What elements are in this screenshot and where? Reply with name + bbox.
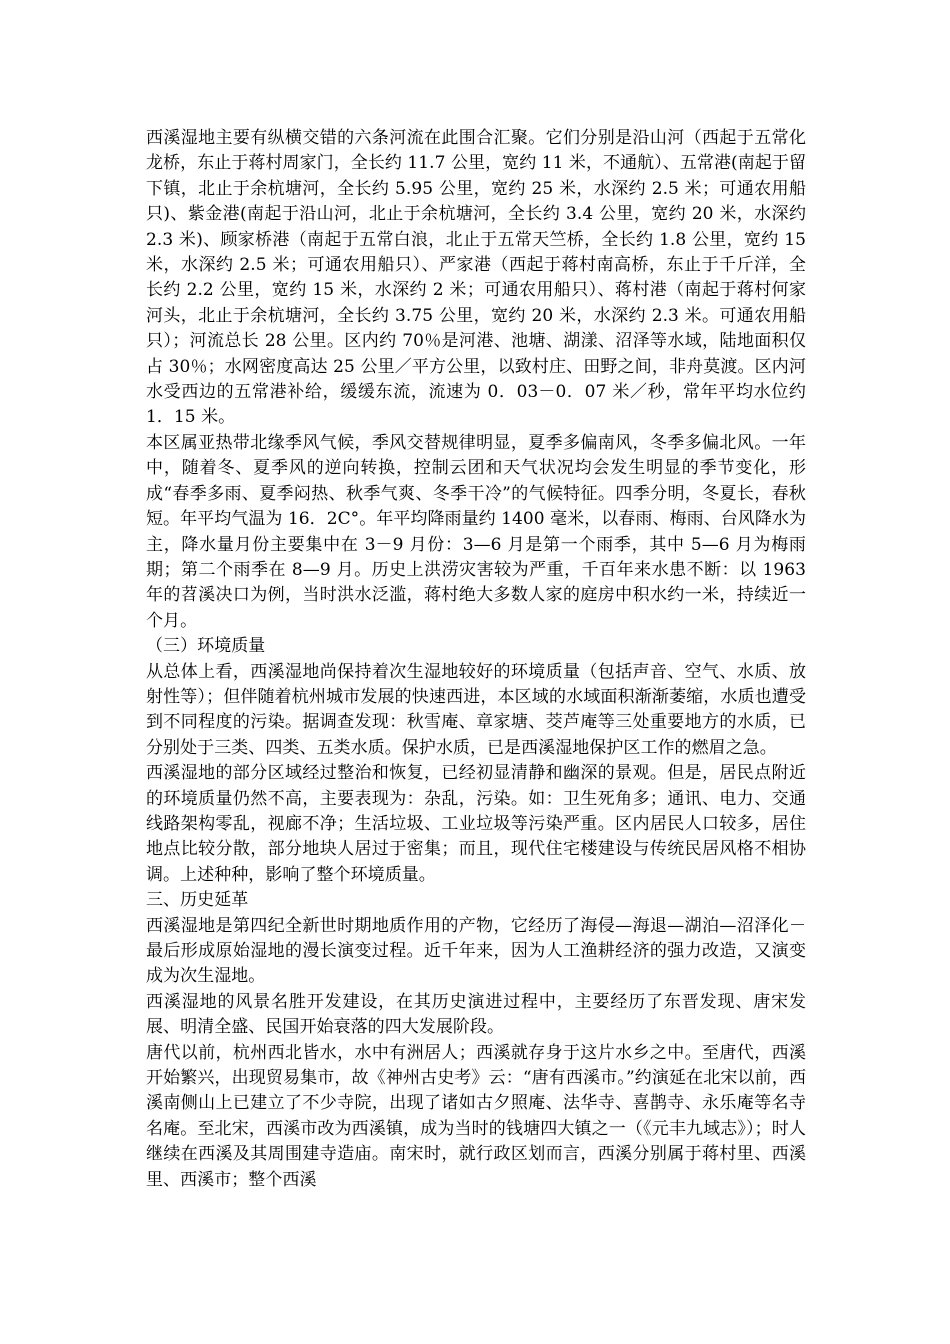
- paragraph-geology: 西溪湿地是第四纪全新世时期地质作用的产物，它经历了海侵—海退—湖泊—沼泽化－最后形成原始湿地的漫长演变过程。近千年来，因为人工渔耕经济的强力改造，又演变成为次生湿地。: [146, 915, 806, 987]
- paragraph-climate: 本区属亚热带北缘季风气候，季风交替规律明显，夏季多偏南风，冬季多偏北风。一年中，随着冬、夏季风的逆向转换，控制云团和天气状况均会发生明显的季节变化，形成“春季多雨、夏季闷热、秋季气爽、冬季干冷”的气候特征。四季分明，冬夏长，春秋短。年平均气温为 16．2C°。年平均降雨量约 1400 毫米，以春雨、梅雨、台风降水为主，降水量月份主要集中在 3－9 月份：3—6 月是第一个雨季，其中 5—6 月为梅雨期；第二个雨季在 8—9 月。历史上洪涝灾害较为严重，千百年来水患不断：以 1963 年的苕溪决口为例，当时洪水泛滥，蒋村绝大多数人家的庭房中积水约一米，持续近一个月。: [146, 432, 806, 631]
- paragraph-rivers: 西溪湿地主要有纵横交错的六条河流在此围合汇聚。它们分别是沿山河（西起于五常化龙桥，东止于蒋村周家门，全长约 11.7 公里，宽约 11 米，不通航）、五常港(南起于留下镇，北止于余杭塘河，全长约 5.95 公里，宽约 25 米，水深约 2.5 米；可通农用船只)、紫金港(南起于沿山河，北止于余杭塘河，全长约 3.4 公里，宽约 20 米，水深约 2.3 米)、顾家桥港（南起于五常白浪，北止于五常天竺桥，全长约 1.8 公里，宽约 15 米，水深约 2.5 米；可通农用船只）、严家港（西起于蒋村南高桥，东止于千斤洋，全长约 2.2 公里，宽约 15 米，水深约 2 米；可通农用船只）、蒋村港（南起于蒋村何家河头，北止于余杭塘河，全长约 3.75 公里，宽约 20 米，水深约 2.3 米。可通农用船只）；河流总长 28 公里。区内约 70％是河港、池塘、湖漾、沼泽等水域，陆地面积仅占 30％；水网密度高达 25 公里／平方公里，以致村庄、田野之间，非舟莫渡。区内河水受西边的五常港补给，缓缓东流，流速为 0．03－0．07 米／秒，常年平均水位约 1．15 米。: [146, 128, 806, 428]
- paragraph-environment-issues: 西溪湿地的部分区域经过整治和恢复，已经初显清静和幽深的景观。但是，居民点附近的环境质量仍然不高，主要表现为：杂乱，污染。如：卫生死角多；通讯、电力、交通线路架构零乱，视廊不净；生活垃圾、工业垃圾等污染严重。区内居民人口较多，居住地点比较分散，部分地块人居过于密集；而且，现代住宅楼建设与传统民居风格不相协调。上述种种，影响了整个环境质量。: [146, 763, 806, 885]
- paragraph-environment-overview: 从总体上看，西溪湿地尚保持着次生湿地较好的环境质量（包括声音、空气、水质、放射性等）；但伴随着杭州城市发展的快速西进，本区域的水域面积渐渐萎缩，水质也遭受到不同程度的污染。据调查发现：秋雪庵、章家塘、茭芦庵等三处重要地方的水质，已分别处于三类、四类、五类水质。保护水质，已是西溪湿地保护区工作的燃眉之急。: [146, 661, 806, 758]
- heading-history: 三、历史延革: [146, 890, 249, 911]
- paragraph-tang-song-history: 唐代以前，杭州西北皆水，水中有洲居人；西溪就存身于这片水乡之中。至唐代，西溪开始繁兴，出现贸易集市，故《神州古史考》云：“唐有西溪市。”约演延在北宋以前，西溪南侧山上已建立了不少寺院，出现了诸如古夕照庵、法华寺、喜鹊寺、永乐庵等名寺名庵。至北宋，西溪市改为西溪镇，成为当时的钱塘四大镇之一（《元丰九域志》）；时人继续在西溪及其周围建寺造庙。南宋时，就行政区划而言，西溪分别属于蒋村里、西溪里、西溪市；整个西溪: [146, 1042, 806, 1190]
- paragraph-development-stages: 西溪湿地的风景名胜开发建设，在其历史演进过程中，主要经历了东晋发现、唐宋发展、明清全盛、民国开始衰落的四大发展阶段。: [146, 991, 806, 1038]
- heading-environment-quality: （三）环境质量: [146, 636, 266, 657]
- document-body: [146, 126, 806, 1193]
